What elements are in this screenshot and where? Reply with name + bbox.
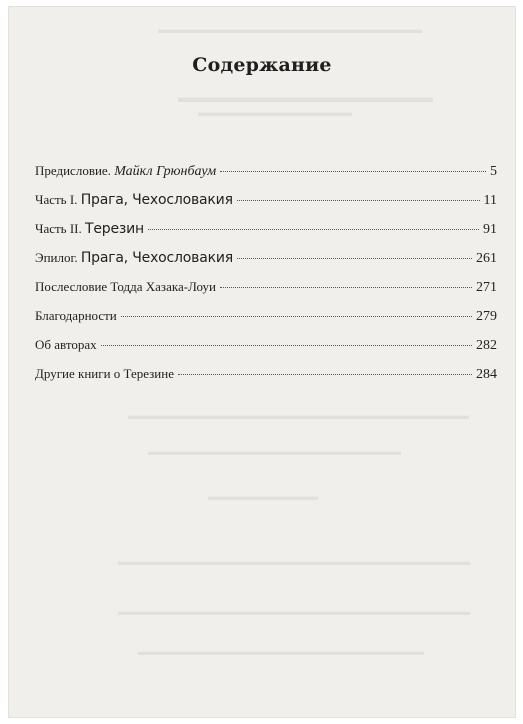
page-number: 284 bbox=[476, 367, 497, 382]
entry-label: Часть II. bbox=[35, 221, 86, 236]
dot-leader bbox=[148, 229, 479, 230]
entry-title bbox=[35, 221, 144, 238]
page-number: 5 bbox=[490, 164, 497, 179]
entry-title bbox=[35, 308, 117, 325]
entry-place-name: Прага, Чехословакия bbox=[80, 192, 233, 208]
toc-entry-afterword[interactable] bbox=[35, 279, 497, 308]
toc-entry-epilogue[interactable] bbox=[35, 250, 497, 279]
entry-label: Часть I. bbox=[35, 192, 81, 207]
entry-title bbox=[35, 366, 174, 383]
page-number: 261 bbox=[476, 251, 497, 266]
dot-leader bbox=[237, 200, 480, 201]
page-number: 11 bbox=[483, 193, 497, 208]
dot-leader bbox=[178, 374, 472, 375]
toc-entry-acknowledgements[interactable] bbox=[35, 308, 497, 337]
entry-title bbox=[35, 337, 97, 354]
entry-title bbox=[35, 279, 216, 296]
bleed-through-decoration: ▬▬▬▬▬▬▬▬▬▬▬▬▬▬▬▬▬▬▬▬▬▬▬▬▬▬ bbox=[138, 646, 424, 658]
toc-entry-part-one[interactable] bbox=[35, 192, 497, 221]
dot-leader bbox=[220, 287, 472, 288]
bleed-through-decoration: ▬▬▬▬▬▬▬▬▬▬▬▬▬▬▬▬▬▬▬▬▬▬▬▬▬▬▬▬▬▬▬ bbox=[128, 410, 469, 422]
dot-leader bbox=[237, 258, 472, 259]
entry-label: Предисловие. bbox=[35, 163, 115, 178]
entry-title bbox=[35, 250, 233, 267]
table-of-contents bbox=[35, 163, 497, 395]
bleed-through-decoration: ▬▬▬▬▬▬▬▬▬▬▬▬▬▬▬▬▬▬▬▬▬▬▬ bbox=[148, 446, 401, 458]
bleed-through-decoration: ▬▬▬▬▬▬▬▬▬▬▬▬▬▬▬▬▬▬▬▬▬▬▬▬ bbox=[158, 24, 422, 36]
bleed-through-decoration: ▬▬▬▬▬▬▬▬▬▬ bbox=[208, 491, 318, 503]
bleed-through-decoration: ▬▬▬▬▬▬▬▬▬▬▬▬▬▬ bbox=[198, 107, 352, 119]
dot-leader bbox=[121, 316, 472, 317]
dot-leader bbox=[101, 345, 472, 346]
page-number: 271 bbox=[476, 280, 497, 295]
dot-leader bbox=[220, 171, 486, 172]
entry-label: Послесловие Тодда Хазака-Лоуи bbox=[35, 279, 217, 294]
toc-entry-part-two[interactable] bbox=[35, 221, 497, 250]
toc-entry-other-books[interactable] bbox=[35, 366, 497, 395]
entry-label: Другие книги о Терезине bbox=[35, 366, 174, 381]
bleed-through-decoration: ▬▬▬▬▬▬▬▬▬▬▬▬▬▬▬▬▬▬▬▬▬▬▬▬▬▬▬▬▬▬▬▬ bbox=[118, 556, 470, 568]
bleed-through-decoration: ▬▬▬▬▬▬▬▬▬▬▬▬▬▬▬▬▬ bbox=[178, 90, 433, 106]
entry-label: Об авторах bbox=[35, 337, 97, 352]
entry-place-name: Терезин bbox=[85, 221, 144, 237]
entry-label: Благодарности bbox=[35, 308, 117, 323]
toc-entry-foreword[interactable] bbox=[35, 163, 497, 192]
page-title: Содержание bbox=[192, 54, 332, 76]
bleed-through-decoration: ▬▬▬▬▬▬▬▬▬▬▬▬▬▬▬▬▬▬▬▬▬▬▬▬▬▬▬▬▬▬▬▬ bbox=[118, 606, 470, 618]
entry-title bbox=[35, 163, 216, 180]
entry-title bbox=[35, 192, 233, 209]
entry-author-name: Майкл Грюнбаум bbox=[114, 164, 217, 179]
book-page bbox=[8, 6, 516, 718]
toc-entry-about-authors[interactable] bbox=[35, 337, 497, 366]
page-number: 282 bbox=[476, 338, 497, 353]
entry-label: Эпилог. bbox=[35, 250, 81, 265]
page-number: 279 bbox=[476, 309, 497, 324]
page-number: 91 bbox=[483, 222, 497, 237]
entry-place-name: Прага, Чехословакия bbox=[80, 250, 233, 266]
